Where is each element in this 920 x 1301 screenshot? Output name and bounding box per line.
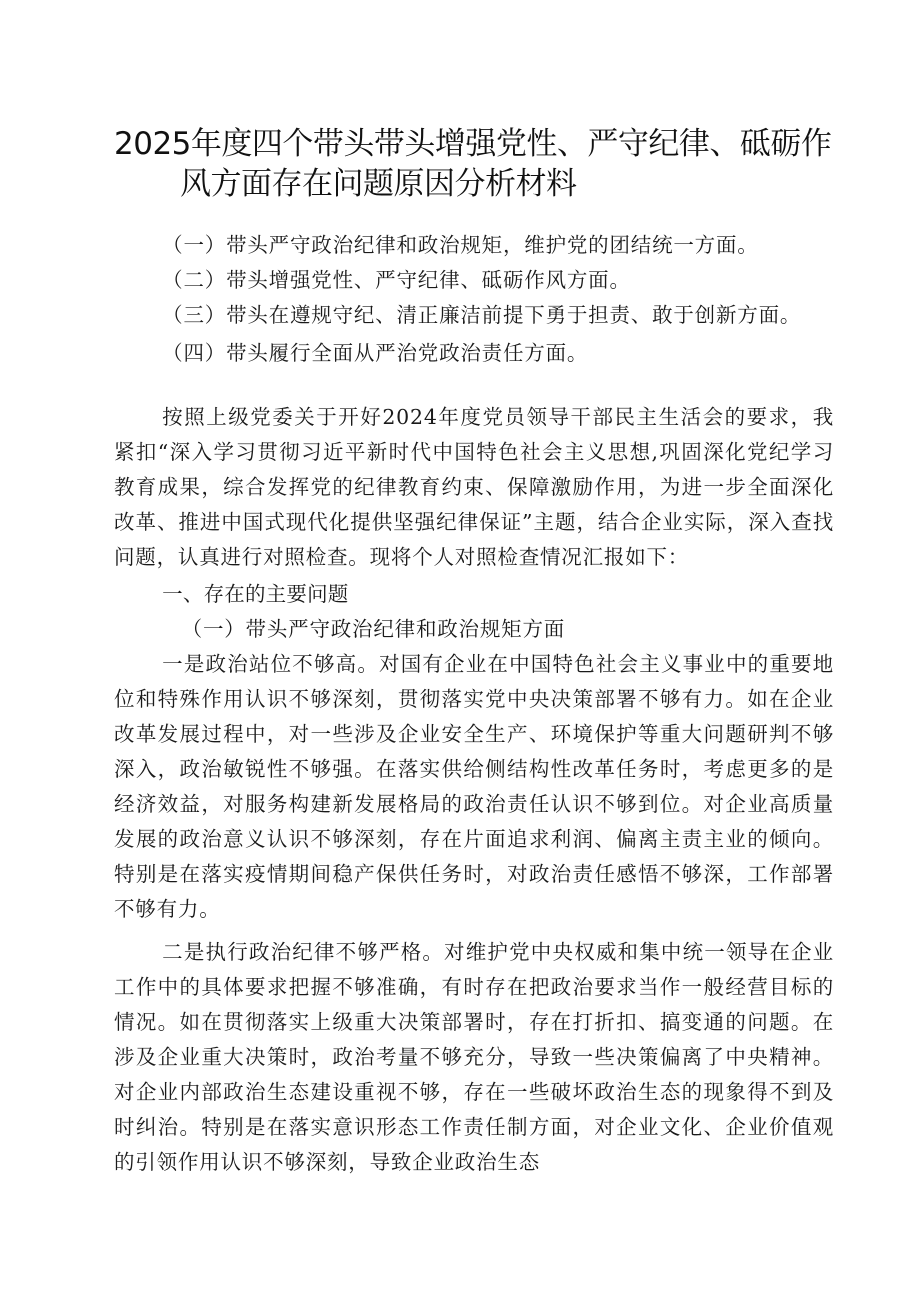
title-line-1: 2025年度四个带头带头增强党性、严守纪律、砥砺作 xyxy=(114,126,832,162)
toc-item-3: （三）带头在遵规守纪、清正廉洁前提下勇于担责、敢于创新方面。 xyxy=(162,303,802,327)
toc-item-2: （二）带头增强党性、严守纪律、砥砺作风方面。 xyxy=(162,268,631,292)
section-heading: 一、存在的主要问题 xyxy=(162,582,349,606)
toc-item-1: （一）带头严守政治纪律和政治规矩，维护党的团结统一方面。 xyxy=(162,233,759,257)
document-title xyxy=(100,124,840,204)
paragraph-2: 二是执行政治纪律不够严格。对维护党中央权威和集中统一领导在企业工作中的具体要求把握不够准确，有时存在把政治要求当作一般经营目标的情况。如在贯彻落实上级重大决策部署时，存在打折扣、搞变通的问题。在涉及企业重大决策时，政治考量不够充分，导致一些决策偏离了中央精神。对企业内部政治生态建设重视不够，存在一些破坏政治生态的现象得不到及时纠治。特别是在落实意识形态工作责任制方面，对企业文化、企业价值观的引领作用认识不够深刻，导致企业政治生态 xyxy=(114,940,834,1174)
subsection-heading: （一）带头严守政治纪律和政治规矩方面 xyxy=(181,617,566,641)
toc-list xyxy=(114,228,834,371)
intro-paragraph: 按照上级党委关于开好2024年度党员领导干部民主生活会的要求，我紧扣“深入学习贯彻习近平新时代中国特色社会主义思想,巩固深化党纪学习教育成果，综合发挥党的纪律教育约束、保障激励作用，为进一步全面深化改革、推进中国式现代化提供坚强纪律保证”主题，结合企业实际，深入查找问题，认真进行对照检查。现将个人对照检查情况汇报如下： xyxy=(114,405,834,569)
paragraph-1: 一是政治站位不够高。对国有企业在中国特色社会主义事业中的重要地位和特殊作用认识不够深刻，贯彻落实党中央决策部署不够有力。如在企业改革发展过程中，对一些涉及企业安全生产、环境保护等重大问题研判不够深入，政治敏锐性不够强。在落实供给侧结构性改革任务时，考虑更多的是经济效益，对服务构建新发展格局的政治责任认识不够到位。对企业高质量发展的政治意义认识不够深刻，存在片面追求利润、偏离主责主业的倾向。特别是在落实疫情期间稳产保供任务时，对政治责任感悟不够深，工作部署不够有力。 xyxy=(114,652,834,921)
toc-item-4: （四）带头履行全面从严治党政治责任方面。 xyxy=(162,341,589,365)
main-content xyxy=(114,400,834,1180)
title-line-2: 风方面存在问题原因分析材料 xyxy=(180,166,577,202)
